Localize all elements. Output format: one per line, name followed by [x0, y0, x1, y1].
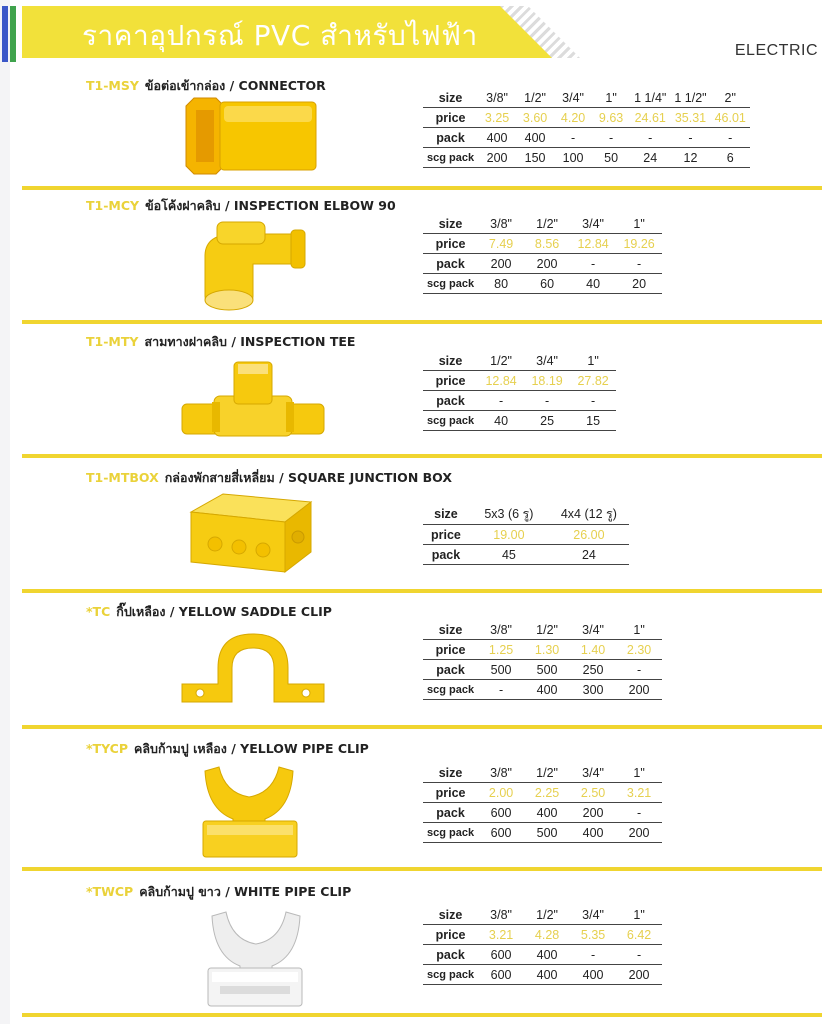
scg-pack-cell: 500	[524, 823, 570, 843]
pack-row	[423, 128, 750, 148]
size-cell: 1"	[616, 214, 662, 234]
price-cell: 12.84	[478, 371, 524, 391]
size-cell: 2"	[711, 88, 750, 108]
price-table	[423, 351, 616, 431]
size-cell: 1/2"	[524, 905, 570, 925]
pack-cell: -	[711, 128, 750, 148]
scg-pack-cell: 20	[616, 274, 662, 294]
row-label: price	[423, 640, 478, 660]
scg-pack-cell: 600	[478, 823, 524, 843]
size-cell: 3/4"	[570, 763, 616, 783]
size-cell: 1/2"	[524, 620, 570, 640]
section-label: ELECTRIC	[734, 42, 818, 59]
scg-pack-cell: 80	[478, 274, 524, 294]
price-cell: 7.49	[478, 234, 524, 254]
scg-pack-cell: 400	[524, 965, 570, 985]
page-title: ราคาอุปกรณ์ PVC สำหรับไฟฟ้า	[82, 19, 478, 52]
row-label: scg pack	[423, 680, 478, 700]
scg-pack-cell: 400	[570, 965, 616, 985]
size-cell: 4x4 (12 รู)	[549, 504, 629, 525]
pack-cell: 600	[478, 945, 524, 965]
row-label: pack	[423, 128, 478, 148]
row-label: pack	[423, 254, 478, 274]
price-row	[423, 525, 629, 545]
price-cell: 6.42	[616, 925, 662, 945]
pack-cell: 400	[524, 945, 570, 965]
price-cell: 4.28	[524, 925, 570, 945]
size-cell: 3/4"	[554, 88, 592, 108]
scg-pack-row	[423, 411, 616, 431]
size-row	[423, 763, 662, 783]
price-cell: 1.30	[524, 640, 570, 660]
row-label: size	[423, 214, 478, 234]
scg-pack-cell: 40	[570, 274, 616, 294]
pack-cell: -	[670, 128, 710, 148]
size-cell: 3/8"	[478, 88, 516, 108]
scg-pack-cell: 300	[570, 680, 616, 700]
price-row	[423, 234, 662, 254]
scg-pack-cell: 150	[516, 148, 554, 168]
size-cell: 3/4"	[570, 620, 616, 640]
row-label: size	[423, 620, 478, 640]
scg-pack-cell: 200	[616, 680, 662, 700]
green-tab-marker	[10, 6, 16, 62]
product-code: *TC	[86, 604, 111, 619]
price-cell: 2.50	[570, 783, 616, 803]
pack-cell: 200	[524, 254, 570, 274]
product-description: สามทางฝาคลิบ / INSPECTION TEE	[144, 334, 356, 349]
product-title	[86, 332, 355, 352]
price-row	[423, 783, 662, 803]
pack-cell: -	[570, 945, 616, 965]
pack-cell: 400	[524, 803, 570, 823]
row-label: pack	[423, 803, 478, 823]
product-description: ข้อต่อเข้ากล่อง / CONNECTOR	[144, 78, 326, 93]
scg-pack-cell: 400	[570, 823, 616, 843]
scg-pack-cell: 40	[478, 411, 524, 431]
section-divider	[22, 589, 822, 593]
pack-cell: -	[478, 391, 524, 411]
price-cell: 35.31	[670, 108, 710, 128]
price-cell: 12.84	[570, 234, 616, 254]
row-label: scg pack	[423, 965, 478, 985]
section-divider	[22, 186, 822, 190]
row-label: size	[423, 504, 469, 525]
scg-pack-cell: 25	[524, 411, 570, 431]
price-table	[423, 763, 662, 843]
product-description: ข้อโค้งฝาคลิบ / INSPECTION ELBOW 90	[145, 198, 396, 213]
price-cell: 24.61	[630, 108, 670, 128]
section-divider	[22, 320, 822, 324]
row-label: size	[423, 88, 478, 108]
size-cell: 3/4"	[570, 905, 616, 925]
row-label: scg pack	[423, 274, 478, 294]
size-cell: 1/2"	[524, 214, 570, 234]
white-pipe-clip-icon	[200, 906, 310, 1010]
size-cell: 5x3 (6 รู)	[469, 504, 549, 525]
size-cell: 3/8"	[478, 214, 524, 234]
product-code: T1-MTY	[86, 334, 139, 349]
product-title	[86, 739, 369, 759]
scg-pack-cell: 12	[670, 148, 710, 168]
price-cell: 1.40	[570, 640, 616, 660]
row-label: pack	[423, 945, 478, 965]
price-cell: 3.21	[616, 783, 662, 803]
product-code: T1-MCY	[86, 198, 140, 213]
pack-row	[423, 660, 662, 680]
yellow-pipe-clip-icon	[195, 763, 305, 863]
price-table	[423, 88, 750, 168]
scg-pack-cell: 100	[554, 148, 592, 168]
size-row	[423, 88, 750, 108]
pack-cell: -	[570, 391, 616, 411]
pack-cell: -	[570, 254, 616, 274]
product-title	[86, 468, 452, 488]
price-cell: 2.25	[524, 783, 570, 803]
size-row	[423, 351, 616, 371]
row-label: scg pack	[423, 148, 478, 168]
row-label: price	[423, 108, 478, 128]
size-cell: 3/8"	[478, 905, 524, 925]
product-title	[86, 602, 332, 622]
price-row	[423, 925, 662, 945]
product-code: *TWCP	[86, 884, 134, 899]
elbow-icon	[195, 216, 315, 311]
size-row	[423, 620, 662, 640]
scg-pack-cell: 15	[570, 411, 616, 431]
scg-pack-row	[423, 274, 662, 294]
product-code: *TYCP	[86, 741, 129, 756]
scg-pack-cell: 24	[630, 148, 670, 168]
pack-cell: -	[616, 945, 662, 965]
price-cell: 9.63	[592, 108, 630, 128]
pack-cell: -	[616, 660, 662, 680]
price-cell: 3.60	[516, 108, 554, 128]
product-description: กล่องพักสายสี่เหลี่ยม / SQUARE JUNCTION BOX	[164, 470, 452, 485]
price-table	[423, 214, 662, 294]
pack-cell: -	[524, 391, 570, 411]
price-cell: 3.21	[478, 925, 524, 945]
scg-pack-cell: 600	[478, 965, 524, 985]
pack-cell: -	[554, 128, 592, 148]
scg-pack-row	[423, 680, 662, 700]
section-divider	[22, 867, 822, 871]
price-table	[423, 905, 662, 985]
size-cell: 1"	[616, 763, 662, 783]
pack-cell: 24	[549, 545, 629, 565]
price-cell: 8.56	[524, 234, 570, 254]
size-cell: 3/8"	[478, 620, 524, 640]
pack-cell: 400	[516, 128, 554, 148]
price-row	[423, 108, 750, 128]
row-label: size	[423, 763, 478, 783]
pack-cell: 600	[478, 803, 524, 823]
row-label: price	[423, 925, 478, 945]
product-description: คลิบก้ามปู ขาว / WHITE PIPE CLIP	[139, 884, 352, 899]
price-cell: 26.00	[549, 525, 629, 545]
price-cell: 2.30	[616, 640, 662, 660]
section-divider	[22, 1013, 822, 1017]
row-label: price	[423, 371, 478, 391]
scg-pack-cell: 200	[616, 823, 662, 843]
pack-row	[423, 803, 662, 823]
price-table	[423, 504, 629, 565]
scg-pack-cell: 50	[592, 148, 630, 168]
size-row	[423, 214, 662, 234]
row-label: pack	[423, 660, 478, 680]
size-cell: 3/4"	[570, 214, 616, 234]
price-row	[423, 640, 662, 660]
size-cell: 1 1/2"	[670, 88, 710, 108]
connector-icon	[180, 96, 330, 176]
section-divider	[22, 725, 822, 729]
row-label: pack	[423, 545, 469, 565]
size-cell: 1 1/4"	[630, 88, 670, 108]
row-label: scg pack	[423, 411, 478, 431]
price-cell: 4.20	[554, 108, 592, 128]
pack-cell: 45	[469, 545, 549, 565]
size-cell: 1"	[570, 351, 616, 371]
size-cell: 1"	[616, 905, 662, 925]
scg-pack-cell: 200	[616, 965, 662, 985]
row-label: pack	[423, 391, 478, 411]
price-cell: 18.19	[524, 371, 570, 391]
size-cell: 3/4"	[524, 351, 570, 371]
pack-cell: -	[630, 128, 670, 148]
product-title	[86, 882, 351, 902]
price-cell: 3.25	[478, 108, 516, 128]
left-edge-bar	[0, 0, 10, 1024]
scg-pack-row	[423, 148, 750, 168]
price-cell: 1.25	[478, 640, 524, 660]
size-row	[423, 905, 662, 925]
saddle-clip-icon	[178, 628, 328, 708]
pack-cell: -	[592, 128, 630, 148]
pack-cell: 500	[524, 660, 570, 680]
product-title	[86, 76, 326, 96]
pack-cell: 500	[478, 660, 524, 680]
scg-pack-cell: 60	[524, 274, 570, 294]
scg-pack-cell: 6	[711, 148, 750, 168]
pack-row	[423, 254, 662, 274]
blue-tab-marker	[2, 6, 8, 62]
row-label: price	[423, 234, 478, 254]
size-cell: 1/2"	[516, 88, 554, 108]
row-label: size	[423, 351, 478, 371]
size-cell: 3/8"	[478, 763, 524, 783]
pack-row	[423, 945, 662, 965]
pack-cell: 200	[478, 254, 524, 274]
product-code: T1-MTBOX	[86, 470, 159, 485]
product-description: คลิบก้ามปู เหลือง / YELLOW PIPE CLIP	[134, 741, 369, 756]
product-code: T1-MSY	[86, 78, 139, 93]
price-cell: 2.00	[478, 783, 524, 803]
pack-cell: 400	[478, 128, 516, 148]
scg-pack-row	[423, 823, 662, 843]
price-cell: 46.01	[711, 108, 750, 128]
junction-box-icon	[185, 490, 315, 576]
pack-row	[423, 545, 629, 565]
price-table	[423, 620, 662, 700]
tee-icon	[178, 356, 328, 442]
section-divider	[22, 454, 822, 458]
size-cell: 1"	[592, 88, 630, 108]
row-label: scg pack	[423, 823, 478, 843]
scg-pack-row	[423, 965, 662, 985]
price-cell: 19.00	[469, 525, 549, 545]
scg-pack-cell: 400	[524, 680, 570, 700]
size-cell: 1/2"	[524, 763, 570, 783]
row-label: price	[423, 525, 469, 545]
pack-cell: 200	[570, 803, 616, 823]
scg-pack-cell: 200	[478, 148, 516, 168]
price-cell: 19.26	[616, 234, 662, 254]
size-cell: 1"	[616, 620, 662, 640]
row-label: size	[423, 905, 478, 925]
row-label: price	[423, 783, 478, 803]
price-row	[423, 371, 616, 391]
product-title	[86, 196, 396, 216]
pack-cell: 250	[570, 660, 616, 680]
pack-cell: -	[616, 803, 662, 823]
pack-cell: -	[616, 254, 662, 274]
price-cell: 27.82	[570, 371, 616, 391]
pack-row	[423, 391, 616, 411]
size-cell: 1/2"	[478, 351, 524, 371]
product-description: กิ๊ปเหลือง / YELLOW SADDLE CLIP	[116, 604, 332, 619]
price-cell: 5.35	[570, 925, 616, 945]
size-row	[423, 504, 629, 525]
scg-pack-cell: -	[478, 680, 524, 700]
